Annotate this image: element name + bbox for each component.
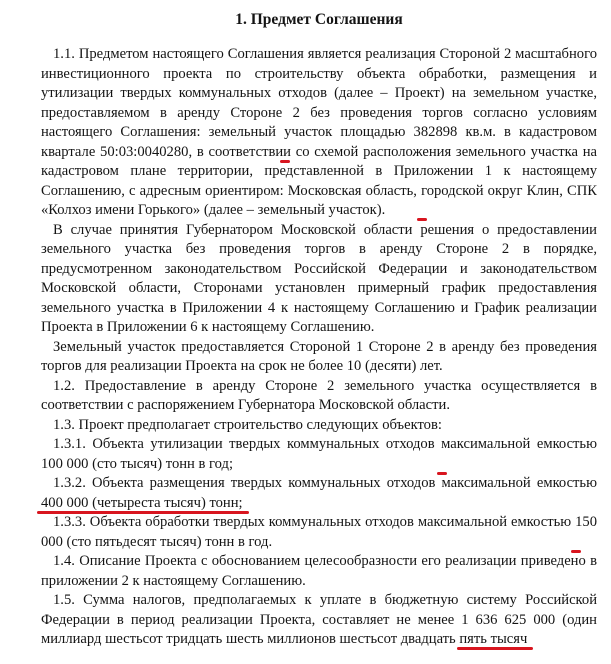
highlight-processing-capacity: 150 000 (сто пятьдесят тысяч) тонн в год. <box>41 514 597 550</box>
clause-1-1-text-c: (далее – земельный участок). <box>200 202 386 218</box>
clause-1-3-3 <box>41 513 597 552</box>
clause-1-3: 1.3. Проект предполагает строительство следующих объектов: <box>53 416 442 433</box>
clause-1-5 <box>41 591 597 650</box>
section-heading: 1. Предмет Соглашения <box>235 11 403 28</box>
document-page <box>41 10 597 650</box>
clause-1-3-1 <box>41 435 597 474</box>
highlight-land-plot: участок площадью 382898 кв.м. в кадастровом квартале 50:03:0040280 <box>41 124 597 160</box>
highlight-placement-capacity: 400 000 (четыреста тысяч) тонн; <box>41 494 243 511</box>
clause-1-1 <box>41 45 597 221</box>
clause-1-5-text: 1.5. Сумма налогов, предполагаемых к уплате в бюджетную систему Российской Федерации в период реализации Проекта, составляет не менее <box>41 592 597 628</box>
clause-1-3-2 <box>41 474 597 513</box>
clause-1-2: 1.2. Предоставление в аренду Стороне 2 земельного участка осуществляется в соответствии с распоряжением Губернатора Московской области. <box>41 377 597 413</box>
paragraph-lease-term: Земельный участок предоставляется Стороной 1 Стороне 2 в аренду без проведения торгов для реализации Проекта на срок не более 10 (десяти) лет. <box>41 338 597 374</box>
clause-1-3-2-text: 1.3.2. Объекта размещения твердых коммунальных отходов максимальной емкостью <box>53 475 597 491</box>
clause-1-1-text-b: , в соответствии со схемой расположения земельного участка на кадастровом плане территории, представленной в Приложении 1 к настоящему Соглашению, с адресным ориентиром: Московская область, <box>41 143 597 199</box>
clause-1-3-1-text: 1.3.1. Объекта утилизации твердых коммунальных отходов <box>53 436 442 452</box>
highlight-address: городской округ Клин, СПК «Колхоз имени Горького» <box>41 182 597 218</box>
clause-1-3-3-text: 1.3.3. Объекта обработки твердых коммунальных отходов максимальной емкостью <box>53 514 576 530</box>
clause-1-1-text-a: 1.1. Предметом настоящего Соглашения является реализация Стороной 2 масштабного инвестиционного проекта по строительству объекта обработки, размещения и утилизации твердых коммунальных отходов (далее – Проект) на земельном участке, предоставляемом в аренду Стороне 2 без проведения торгов согласно условиям настоящего Соглашения: земельный <box>41 46 597 140</box>
paragraph-governor-decision: В случае принятия Губернатором Московской области решения о предоставлении земельного участка без проведения торгов в аренду Стороне 2 в порядке, предусмотренном законодательством Российской Федерации и законодательством Московской области, Сторонами установлен примерный график предоставления земельного участка в Приложении 4 к настоящему Соглашению и График реализации Проекта в Приложении 6 к настоящему Соглашению. <box>41 221 597 335</box>
clause-1-4: 1.4. Описание Проекта с обоснованием целесообразности его реализации приведено в приложении 2 к настоящему Соглашению. <box>41 553 597 589</box>
highlight-tax-amount: 1 636 625 000 (один миллиард шестьсот тридцать шесть миллионов шестьсот двадцать пять тысяч <box>41 611 597 647</box>
highlight-utilization-capacity: максимальной емкостью 100 000 (сто тысяч) тонн в год; <box>41 436 597 472</box>
